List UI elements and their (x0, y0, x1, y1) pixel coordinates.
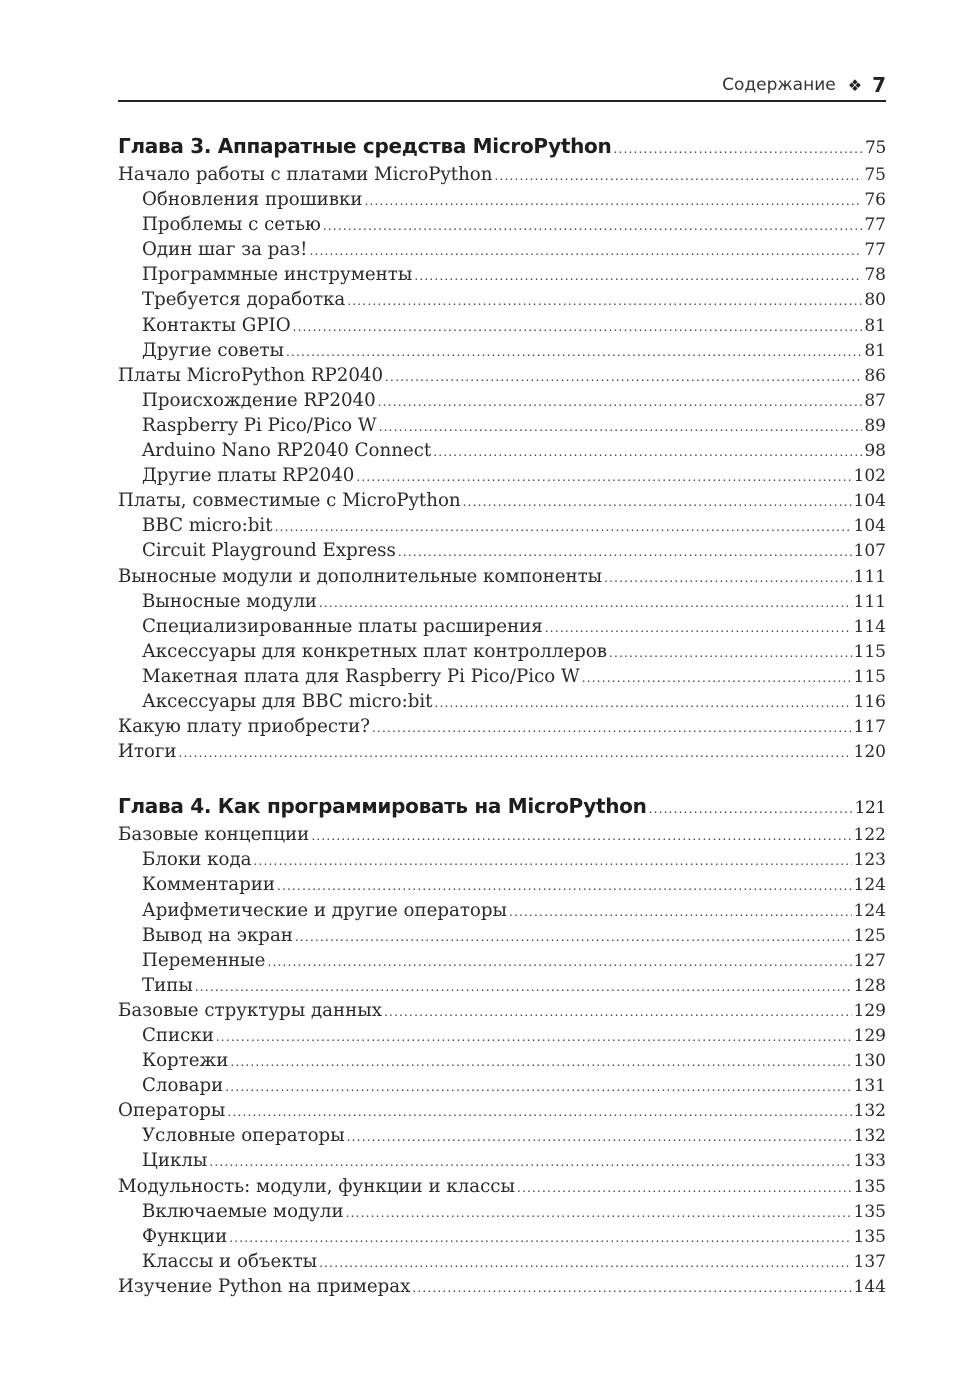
toc-subentry[interactable] (118, 1224, 886, 1249)
toc-subentry[interactable] (118, 413, 886, 438)
entry-title: Какую плату приобрести? (118, 716, 370, 738)
page-ref: 102 (853, 466, 886, 487)
toc-subentry[interactable] (118, 1048, 886, 1073)
entry-title: Словари (142, 1075, 224, 1097)
page-ref: 144 (853, 1276, 886, 1297)
page-ref: 89 (864, 415, 886, 436)
toc-subentry[interactable] (118, 237, 886, 262)
dot-leader (545, 616, 852, 641)
page-ref: 135 (853, 1176, 886, 1197)
dot-leader (372, 716, 852, 741)
toc-subentry[interactable] (118, 614, 886, 639)
dot-leader (384, 1000, 852, 1025)
table-of-contents (118, 130, 886, 1325)
page-ref: 121 (854, 798, 886, 819)
dot-leader (434, 691, 851, 716)
dot-leader (319, 591, 852, 616)
dot-leader (323, 214, 863, 239)
entry-title: Базовые структуры данных (118, 999, 382, 1021)
dot-leader (254, 849, 852, 874)
toc-subentry[interactable] (118, 847, 886, 872)
toc-subentry[interactable] (118, 689, 886, 714)
page-ref: 120 (853, 742, 886, 763)
entry-title: Арифметические и другие операторы (142, 899, 507, 921)
page-ref: 130 (853, 1051, 886, 1072)
page-ref: 128 (853, 975, 886, 996)
dot-leader (433, 440, 862, 465)
page-ref: 135 (853, 1226, 886, 1247)
page-ref: 77 (864, 240, 886, 261)
chapter-section (118, 790, 886, 1299)
entry-title: Вывод на экран (142, 924, 293, 946)
entry-title: Модульность: модули, функции и классы (118, 1175, 515, 1197)
dot-leader (346, 1201, 852, 1226)
dot-leader (309, 239, 862, 264)
page-ref: 122 (853, 825, 886, 846)
toc-subentry[interactable] (118, 973, 886, 998)
page-ref: 129 (853, 1026, 886, 1046)
dot-leader (582, 666, 852, 691)
entry-title: Выносные модули (142, 590, 317, 612)
dot-leader (209, 1150, 851, 1175)
entry-title: Условные операторы (142, 1125, 345, 1147)
toc-subentry[interactable] (118, 664, 886, 689)
page-ref: 131 (853, 1076, 886, 1097)
entry-title: Итоги (118, 741, 177, 763)
running-header (118, 70, 886, 102)
dot-leader (293, 315, 863, 340)
dot-leader (609, 641, 852, 666)
toc-entry[interactable] (118, 822, 886, 847)
page-number: 7 (872, 73, 886, 97)
page-ref: 137 (853, 1251, 886, 1272)
page-ref: 78 (864, 265, 886, 286)
dot-leader (378, 390, 863, 415)
entry-title: Обновления прошивки (142, 189, 363, 211)
chapter-title: Глава 4. Как программировать на MicroPython (118, 794, 647, 819)
entry-title: Другие советы (142, 339, 285, 361)
chapter-section (118, 130, 886, 764)
entry-title: Arduino Nano RP2040 Connect (142, 440, 432, 462)
dot-leader (385, 365, 862, 390)
dot-leader (398, 540, 852, 565)
chapter-title: Глава 3. Аппаратные средства MicroPython (118, 134, 612, 158)
toc-subentry[interactable] (118, 639, 886, 664)
page-ref: 107 (853, 541, 886, 562)
toc-subentry[interactable] (118, 287, 886, 312)
page-ref: 76 (864, 190, 886, 211)
toc-entry[interactable] (118, 564, 886, 589)
page-ref: 133 (853, 1151, 886, 1172)
toc-subentry[interactable] (118, 872, 886, 897)
dot-leader (463, 490, 852, 515)
page-ref: 81 (864, 340, 886, 361)
page-ref: 135 (853, 1201, 886, 1222)
page-ref: 115 (853, 641, 886, 662)
dot-leader (275, 515, 852, 540)
dot-leader (356, 465, 851, 490)
page-ref: 87 (864, 390, 886, 411)
toc-subentry[interactable] (118, 388, 886, 413)
page-ref: 80 (864, 290, 886, 311)
dot-leader (277, 874, 852, 899)
entry-title: Начало работы с платами MicroPython (118, 164, 493, 185)
page-ref: 115 (853, 666, 886, 687)
dot-leader (227, 1100, 851, 1125)
toc-entry[interactable] (118, 739, 886, 764)
page-ref: 132 (853, 1101, 886, 1122)
dot-leader (230, 1050, 851, 1075)
dot-leader (229, 1226, 851, 1251)
toc-subentry[interactable] (118, 338, 886, 363)
entry-title: Один шаг за раз! (142, 239, 308, 261)
toc-entry[interactable] (118, 1174, 886, 1199)
entry-title: BBC micro:bit (142, 515, 273, 537)
entry-title: Raspberry Pi Pico/Pico W (142, 414, 377, 436)
toc-subentry[interactable] (118, 187, 886, 212)
page-ref: 129 (853, 1000, 886, 1021)
entry-title: Блоки кода (142, 849, 252, 871)
dot-leader (517, 1176, 852, 1201)
dot-leader (225, 1075, 851, 1100)
ornament-icon: ❖ (847, 75, 863, 95)
toc-subentry[interactable] (118, 1249, 886, 1274)
page-ref: 111 (853, 566, 886, 587)
chapter-heading[interactable] (118, 790, 886, 822)
dot-leader (195, 975, 852, 1000)
page-ref: 98 (864, 441, 886, 462)
toc-subentry[interactable] (118, 262, 886, 287)
dot-leader (179, 741, 852, 766)
entry-title: Операторы (118, 1100, 226, 1122)
entry-title: Программные инструменты (142, 264, 413, 286)
entry-title: Специализированные платы расширения (142, 615, 543, 637)
toc-subentry[interactable] (118, 313, 886, 338)
page-ref: 116 (853, 691, 886, 712)
dot-leader (494, 164, 862, 189)
dot-leader (414, 264, 862, 289)
toc-entry[interactable] (118, 1274, 886, 1299)
page-ref: 77 (864, 215, 886, 236)
toc-subentry[interactable] (118, 1073, 886, 1098)
entry-title: Выносные модули и дополнительные компоненты (118, 565, 603, 587)
toc-subentry[interactable] (118, 513, 886, 538)
page-ref: 117 (853, 717, 886, 738)
entry-title: Переменные (142, 949, 266, 971)
entry-title: Макетная плата для Raspberry Pi Pico/Pico W (142, 665, 580, 687)
page-ref: 104 (853, 516, 886, 537)
page-ref: 75 (864, 165, 886, 185)
entry-title: Требуется доработка (142, 289, 346, 311)
entry-title: Платы MicroPython RP2040 (118, 364, 384, 386)
page-ref: 125 (853, 925, 886, 946)
dot-leader (311, 824, 851, 849)
dot-leader (267, 950, 851, 975)
toc-subentry[interactable] (118, 1023, 886, 1048)
page-ref: 124 (853, 875, 886, 896)
page-ref: 132 (853, 1126, 886, 1147)
entry-title: Проблемы с сетью (142, 214, 321, 236)
toc-entry[interactable] (118, 1098, 886, 1123)
entry-title: Circuit Playground Express (142, 540, 396, 562)
dot-leader (216, 1025, 852, 1050)
dot-leader (509, 900, 852, 925)
header-title: Содержание (722, 75, 836, 95)
toc-subentry[interactable] (118, 898, 886, 923)
dot-leader (319, 1251, 851, 1276)
entry-title: Другие платы RP2040 (142, 465, 355, 487)
dot-leader (295, 925, 852, 950)
entry-title: Аксессуары для конкретных плат контроллеров (142, 640, 607, 662)
page-ref: 124 (853, 900, 886, 921)
dot-leader (604, 566, 851, 591)
dot-leader (379, 415, 863, 440)
dot-leader (347, 1125, 852, 1150)
page-ref: 75 (864, 138, 886, 158)
toc-subentry[interactable] (118, 438, 886, 463)
toc-subentry[interactable] (118, 589, 886, 614)
dot-leader (613, 133, 863, 165)
toc-entry[interactable] (118, 162, 886, 187)
toc-subentry[interactable] (118, 923, 886, 948)
dot-leader (412, 1276, 851, 1301)
toc-subentry[interactable] (118, 212, 886, 237)
entry-title: Типы (142, 974, 193, 996)
entry-title: Аксессуары для BBC micro:bit (142, 690, 433, 712)
toc-subentry[interactable] (118, 1148, 886, 1173)
toc-subentry[interactable] (118, 538, 886, 563)
page-ref: 114 (853, 616, 886, 637)
chapter-heading[interactable] (118, 130, 886, 162)
toc-subentry[interactable] (118, 463, 886, 488)
entry-title: Циклы (142, 1150, 208, 1172)
page-ref: 123 (853, 850, 886, 871)
entry-title: Происхождение RP2040 (142, 389, 376, 411)
entry-title: Включаемые модули (142, 1200, 344, 1222)
entry-title: Классы и объекты (142, 1250, 318, 1272)
page-ref: 111 (853, 591, 886, 612)
page-ref: 127 (853, 950, 886, 971)
entry-title: Кортежи (142, 1050, 229, 1072)
page-ref: 104 (853, 491, 886, 512)
dot-leader (286, 340, 862, 365)
entry-title: Изучение Python на примерах (118, 1275, 411, 1297)
entry-title: Функции (142, 1225, 228, 1247)
entry-title: Базовые концепции (118, 824, 310, 846)
entry-title: Контакты GPIO (142, 314, 291, 336)
toc-entry[interactable] (118, 488, 886, 513)
page-ref: 81 (864, 315, 886, 336)
toc-entry[interactable] (118, 714, 886, 739)
toc-entry[interactable] (118, 363, 886, 388)
toc-entry[interactable] (118, 998, 886, 1023)
dot-leader (347, 289, 862, 314)
toc-subentry[interactable] (118, 1123, 886, 1148)
dot-leader (649, 793, 853, 825)
page-ref: 86 (864, 365, 886, 386)
toc-subentry[interactable] (118, 948, 886, 973)
entry-title: Списки (142, 1025, 214, 1046)
toc-subentry[interactable] (118, 1199, 886, 1224)
entry-title: Комментарии (142, 874, 275, 896)
dot-leader (364, 189, 862, 214)
entry-title: Платы, совместимые с MicroPython (118, 490, 461, 512)
